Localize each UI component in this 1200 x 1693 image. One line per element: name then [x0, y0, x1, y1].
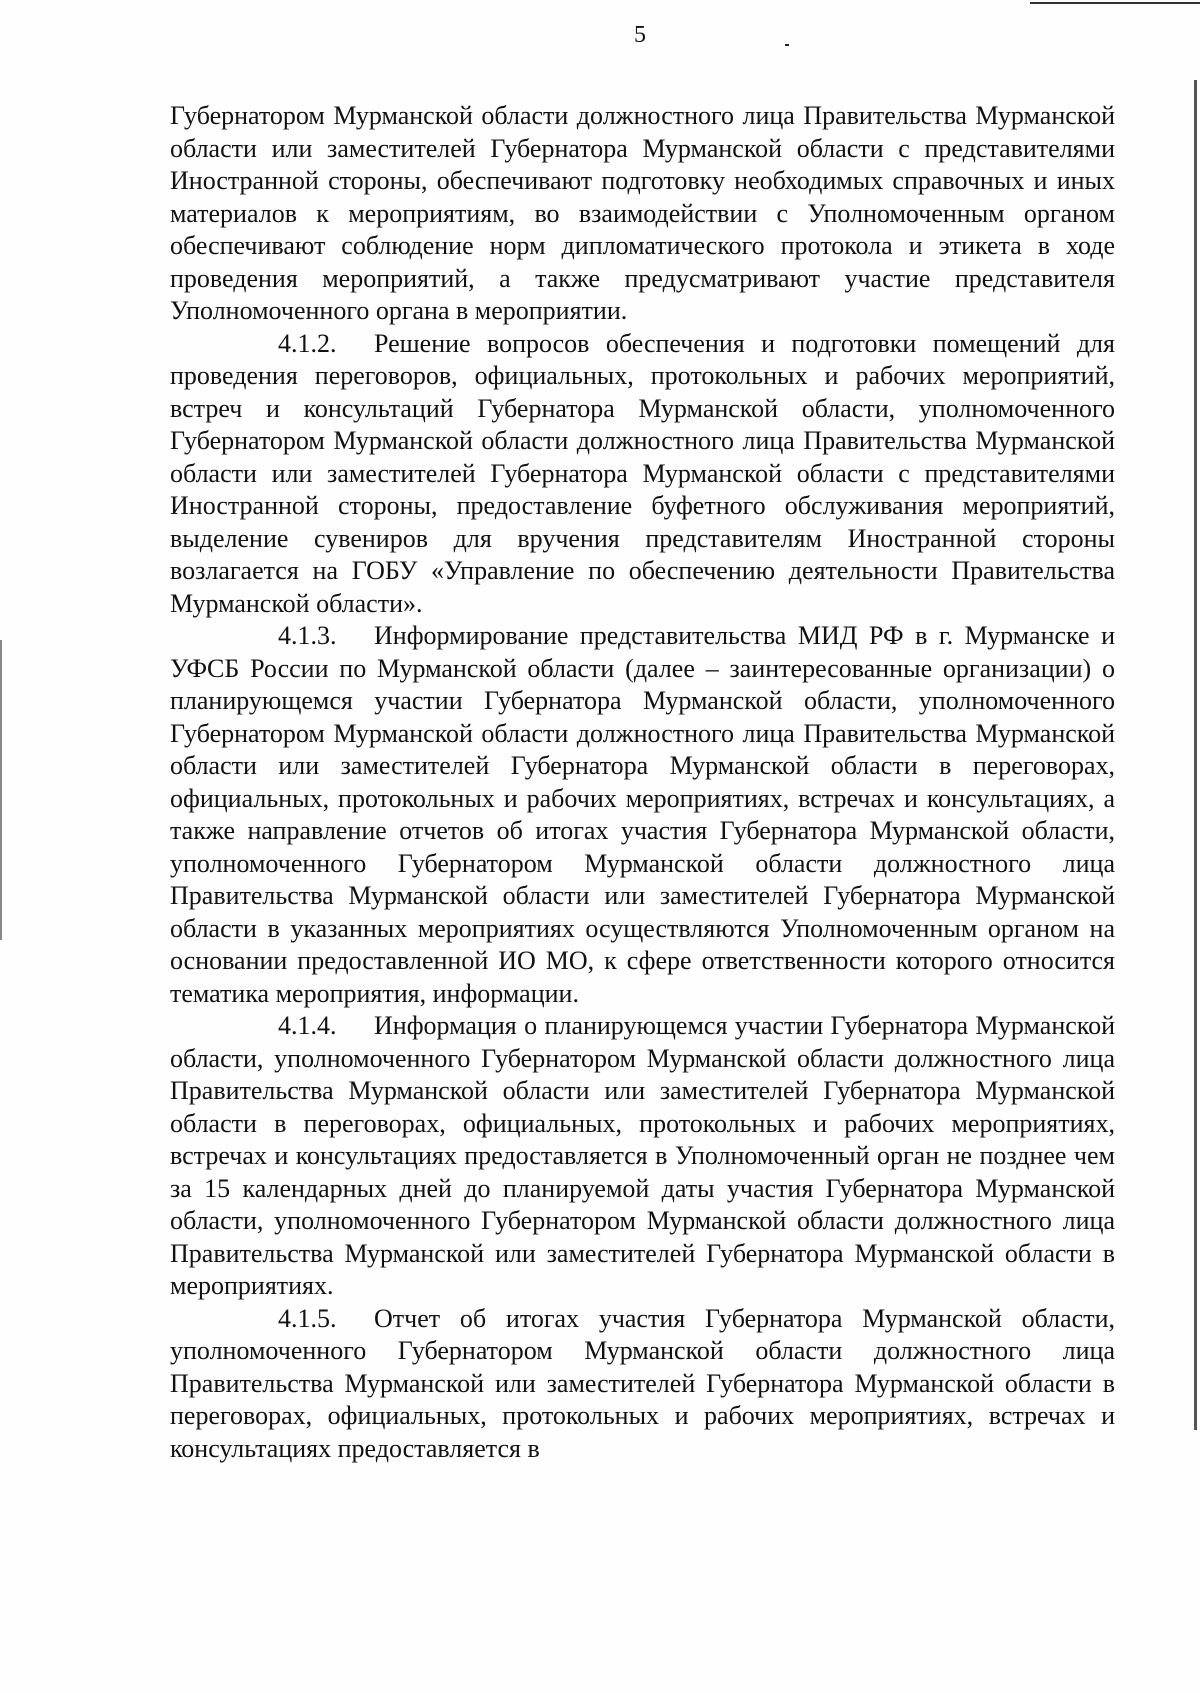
paragraph-4-1-2 — [170, 328, 1115, 621]
paragraph-4-1-4 — [170, 1010, 1115, 1303]
scan-speck — [785, 44, 789, 46]
clause-number: 4.1.5. — [278, 1303, 337, 1333]
scan-edge-mark — [1030, 2, 1200, 4]
scan-edge-mark — [1194, 80, 1197, 1430]
paragraph-text: Информирование представительства МИД РФ в г. Мурманске и УФСБ России по Мурманской области (далее – заинтересованные организации) о планирующемся участии Губернатора Мурманской области, уполномоченного Губернатором Мурманской области должностного лица Правительства Мурманской области или заместителей Губернатора Мурманской области в переговорах, официальных, протокольных и рабочих мероприятиях, встречах и консультациях, а также направление отчетов об итогах участия Губернатора Мурманской области, уполномоченного Губернатором Мурманской области должностного лица Правительства Мурманской области или заместителей Губернатора Мурманской области в указанных мероприятиях осуществляются Уполномоченным органом на основании предоставленной ИО МО, к сфере ответственности которого относится тематика мероприятия, информации. — [170, 621, 1115, 1008]
paragraph-text: Отчет об итогах участия Губернатора Мурманской области, уполномоченного Губернатором Мурманской области должностного лица Правительства Мурманской или заместителей Губернатора Мурманской области в переговорах, официальных, протокольных и рабочих мероприятиях, встречах и консультациях предоставляется в — [170, 1303, 1115, 1463]
paragraph-continuation — [170, 100, 1115, 328]
paragraph-text: Решение вопросов обеспечения и подготовки помещений для проведения переговоров, официальных, протокольных и рабочих мероприятий, встреч и консультаций Губернатора Мурманской области, уполномоченного Губернатором Мурманской области должностного лица Правительства Мурманской области или заместителей Губернатора Мурманской области с представителями Иностранной стороны, предоставление буфетного обслуживания мероприятий, выделение сувениров для вручения представителям Иностранной стороны возлагается на ГОБУ «Управление по обеспечению деятельности Правительства Мурманской области». — [170, 328, 1115, 618]
clause-number: 4.1.4. — [278, 1011, 337, 1040]
paragraph-4-1-3 — [170, 620, 1115, 1010]
document-body — [170, 100, 1115, 1465]
clause-number: 4.1.3. — [278, 621, 337, 650]
paragraph-4-1-5 — [170, 1303, 1115, 1466]
page-number: 5 — [634, 22, 646, 48]
paragraph-text: Губернатором Мурманской области должностного лица Правительства Мурманской области или заместителей Губернатора Мурманской области с представителями Иностранной стороны, обеспечивают подготовку необходимых справочных и иных материалов к мероприятиям, во взаимодействии с Уполномоченным органом обеспечивают соблюдение норм дипломатического протокола и этикета в ходе проведения мероприятий, а также предусматривают участие представителя Уполномоченного органа в мероприятии. — [170, 101, 1115, 325]
clause-number: 4.1.2. — [278, 328, 337, 358]
paragraph-text: Информация о планирующемся участии Губернатора Мурманской области, уполномоченного Губернатором Мурманской области должностного лица Правительства Мурманской области или заместителей Губернатора Мурманской области в переговорах, официальных, протокольных и рабочих мероприятиях, встречах и консультациях предоставляется в Уполномоченный орган не позднее чем за 15 календарных дней до планируемой даты участия Губернатора Мурманской области, уполномоченного Губернатором Мурманской области должностного лица Правительства Мурманской или заместителей Губернатора Мурманской области в мероприятиях. — [170, 1011, 1115, 1300]
scan-edge-mark — [0, 640, 2, 940]
